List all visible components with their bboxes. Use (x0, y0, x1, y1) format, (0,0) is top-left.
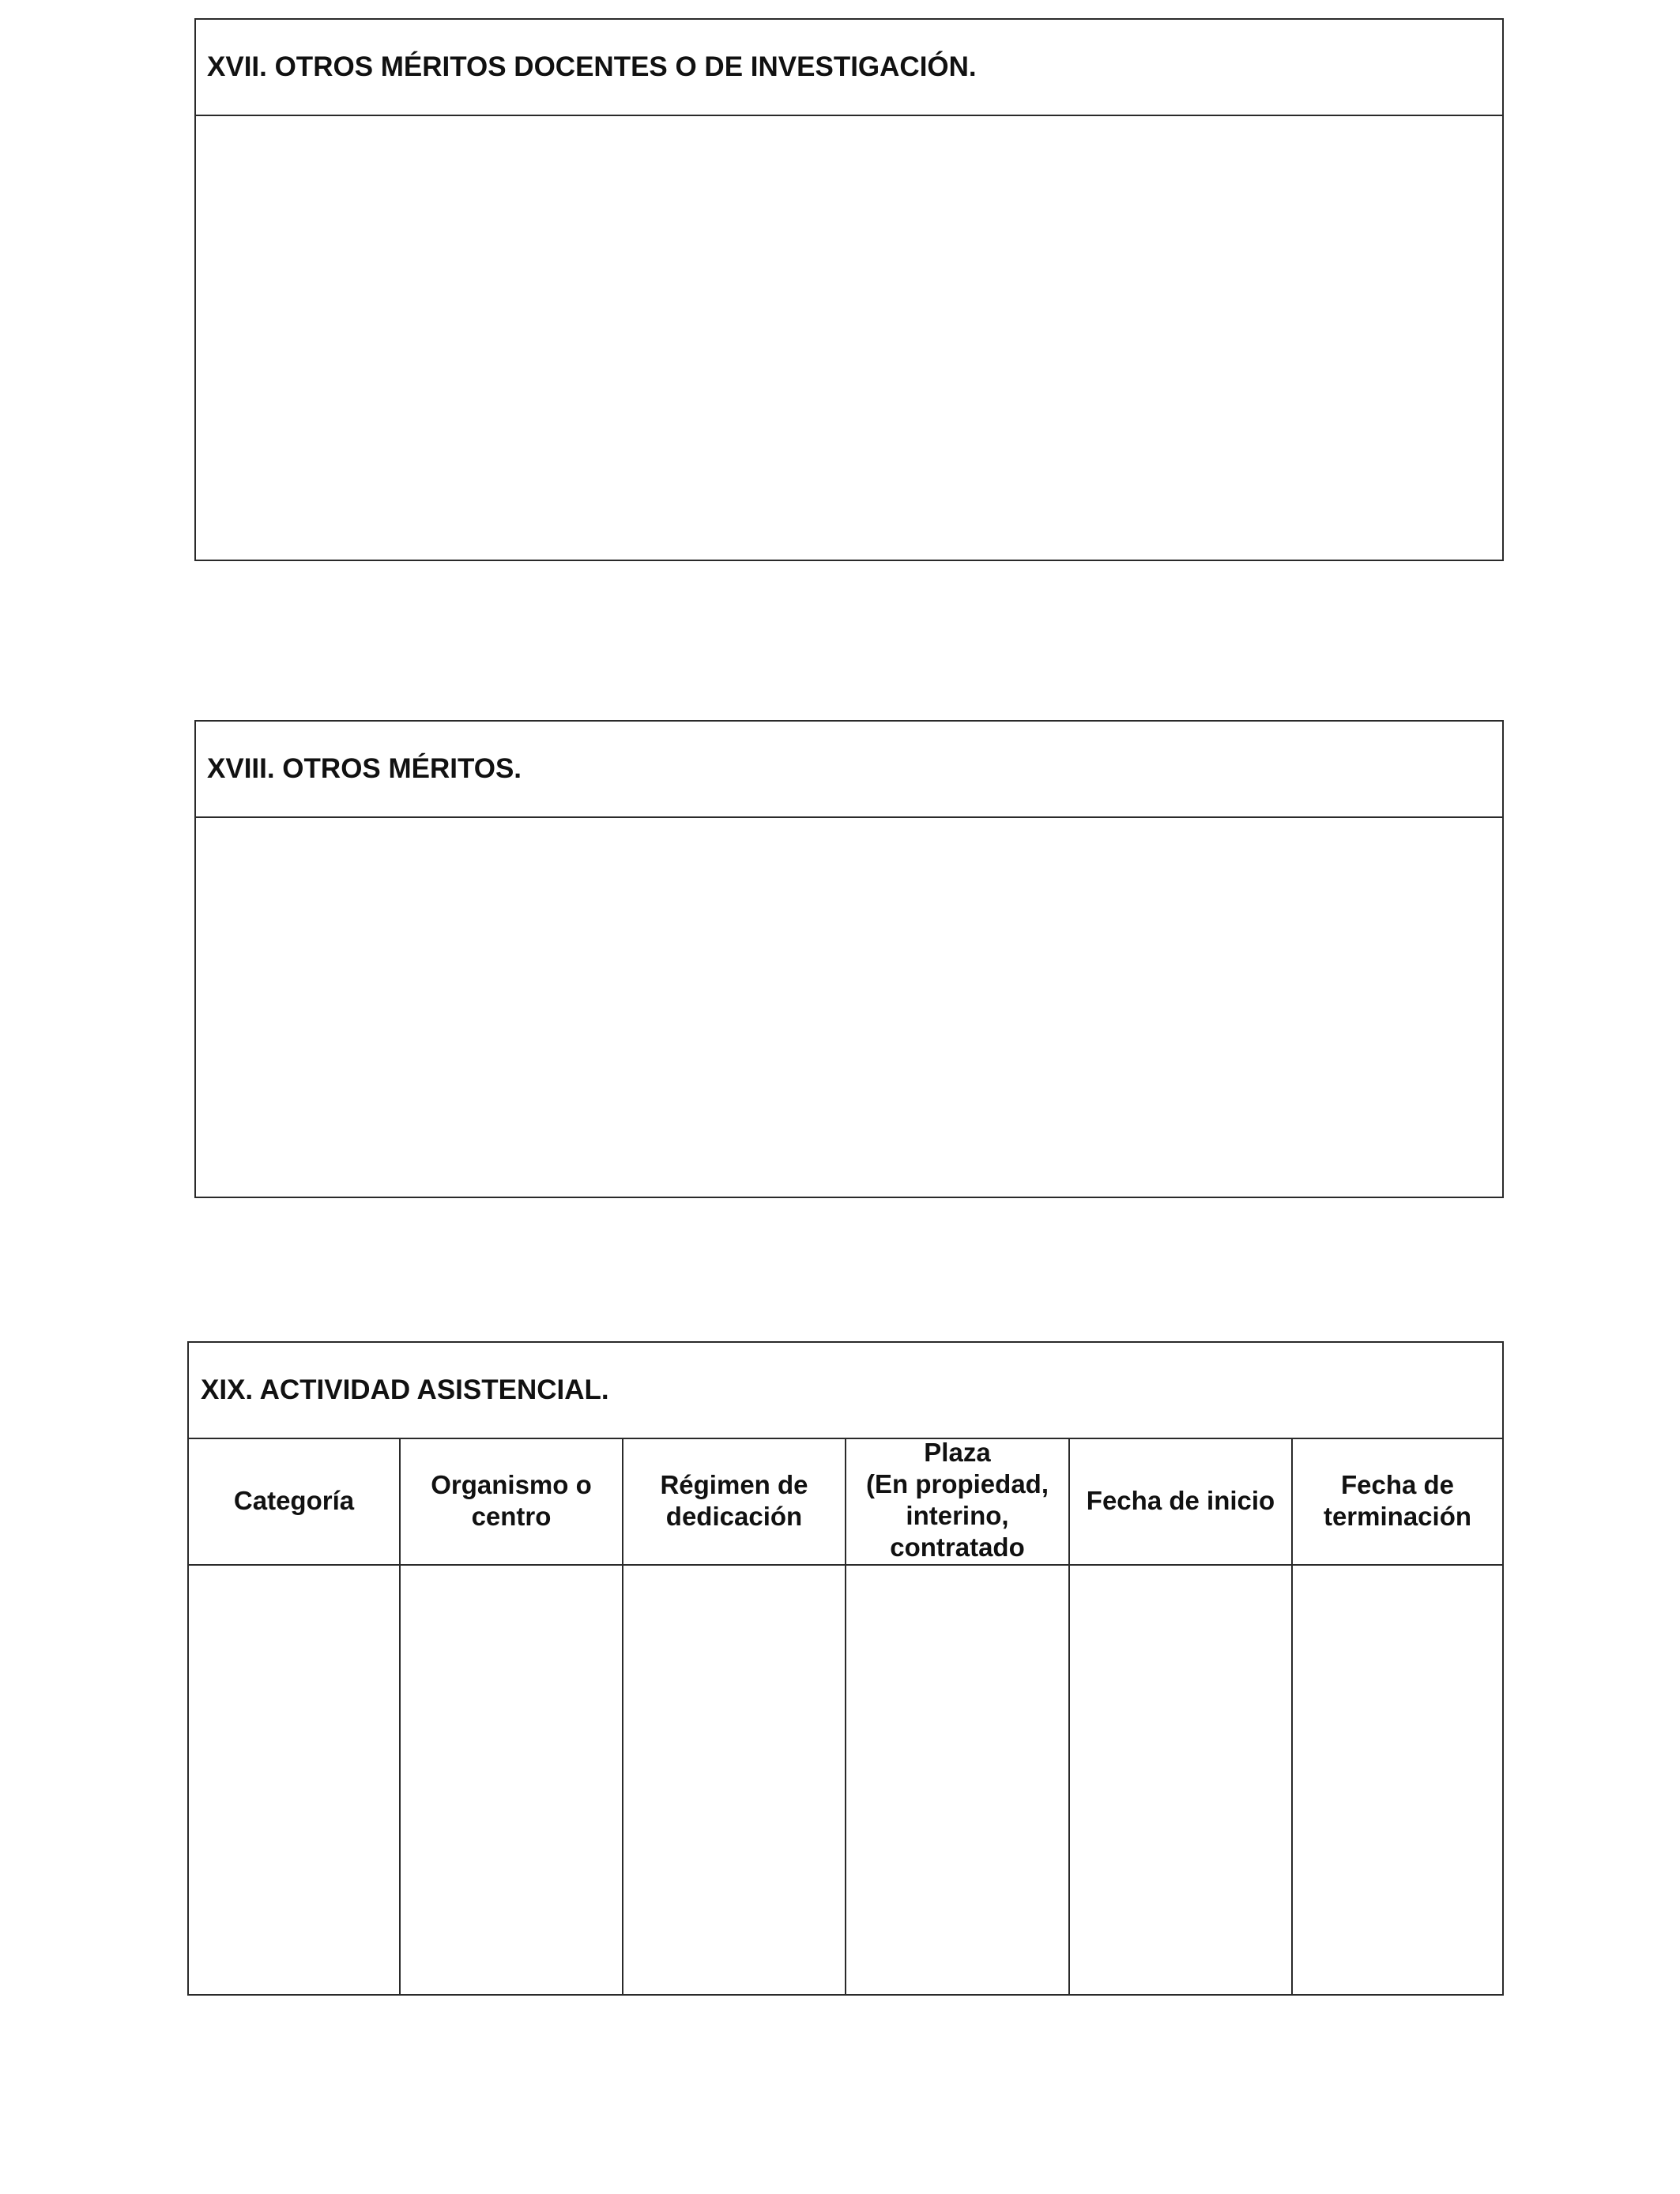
column-header-fecha-terminacion: Fecha de terminación (1293, 1438, 1502, 1566)
cell-fecha-terminacion[interactable] (1293, 1566, 1502, 1994)
column-header-fecha-inicio: Fecha de inicio (1070, 1438, 1293, 1566)
section-body-field[interactable] (196, 818, 1502, 1197)
section-title: XVIII. OTROS MÉRITOS. (207, 753, 522, 784)
cell-categoria[interactable] (189, 1566, 401, 1994)
column-header-plaza: Plaza (En propiedad, interino, contratado (846, 1438, 1070, 1566)
section-title: XVII. OTROS MÉRITOS DOCENTES O DE INVESTIGACIÓN. (207, 51, 977, 82)
section-title: XIX. ACTIVIDAD ASISTENCIAL. (201, 1374, 609, 1405)
section-header (196, 20, 1502, 116)
cell-organismo[interactable] (401, 1566, 623, 1994)
column-header-regimen: Régimen de dedicación (623, 1438, 846, 1566)
column-header-organismo: Organismo o centro (401, 1438, 623, 1566)
section-otros-meritos (194, 720, 1504, 1198)
section-body-field[interactable] (196, 116, 1502, 560)
section-actividad-asistencial (187, 1341, 1504, 1996)
cell-fecha-inicio[interactable] (1070, 1566, 1293, 1994)
section-header (189, 1343, 1502, 1439)
cell-regimen[interactable] (623, 1566, 846, 1994)
section-header (196, 722, 1502, 818)
cell-plaza[interactable] (846, 1566, 1070, 1994)
column-header-categoria: Categoría (189, 1438, 401, 1566)
actividad-table (189, 1438, 1502, 1994)
section-otros-meritos-docentes (194, 18, 1504, 561)
